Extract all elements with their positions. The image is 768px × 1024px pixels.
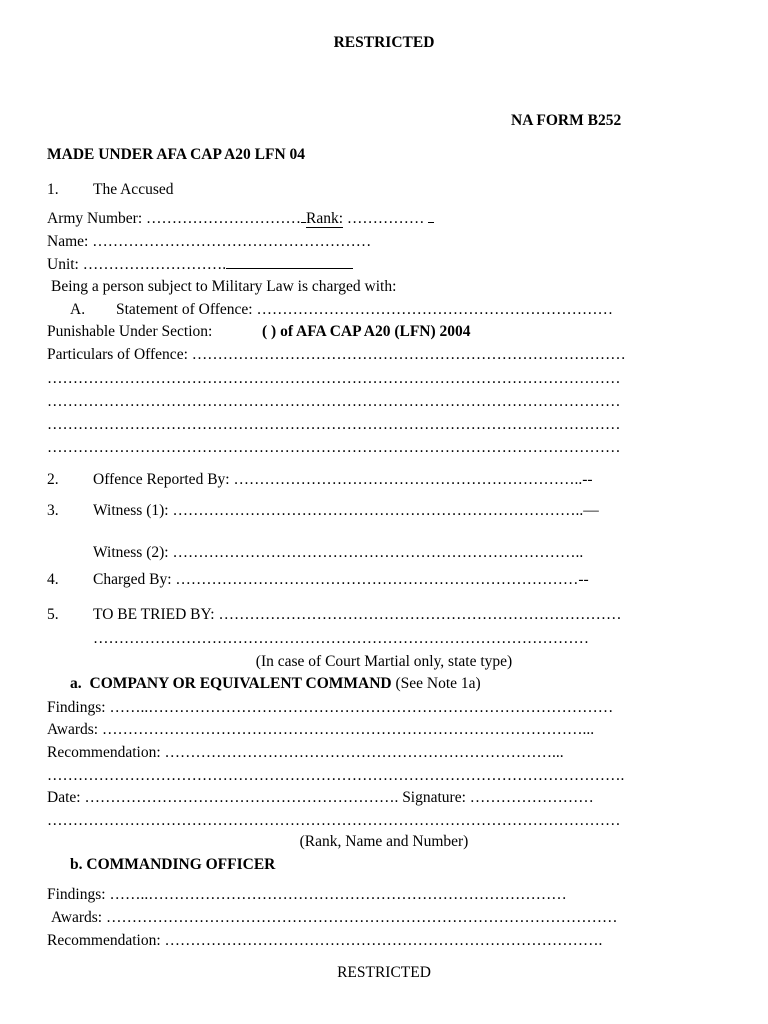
witness-2-field[interactable]: Witness (2): …………………………………………………………………….. (93, 544, 584, 561)
witness-1-field: Witness (1): ……………………………………………………………………..— (93, 502, 599, 519)
section-3-number: 3. (47, 502, 59, 519)
section-b-letter: b (70, 856, 79, 873)
army-number-field[interactable] (47, 210, 434, 228)
punishable-value: ( ) of AFA CAP A20 (LFN) 2004 (262, 323, 471, 340)
section-1-title: The Accused (93, 181, 174, 198)
punishable-label: Punishable Under Section: (47, 323, 213, 340)
co-recommendation-field[interactable]: Recommendation: …………………………………………………………………………. (47, 932, 603, 949)
company-recommendation-line[interactable]: …………………………………………………………………………………………………. (47, 767, 625, 784)
company-findings-field[interactable]: Findings: ……..……………………………………………………………………………… (47, 699, 614, 716)
particulars-line[interactable]: ………………………………………………………………………………………………… (47, 370, 621, 387)
statement-letter: A. (70, 301, 86, 318)
section-a-heading (70, 675, 481, 693)
section-1-number: 1. (47, 181, 59, 198)
section-b-heading (70, 856, 275, 874)
section-4-number: 4. (47, 571, 59, 588)
army-number-label: Army Number: ………………………… (47, 210, 302, 227)
section-a-title: COMPANY OR EQUIVALENT COMMAND (89, 675, 392, 692)
company-awards-field[interactable]: Awards: …………………………………………………………………………………... (47, 721, 595, 738)
name-field[interactable]: Name: ……………………………………………… (47, 233, 372, 250)
particulars-line[interactable]: ………………………………………………………………………………………………… (47, 439, 621, 456)
particulars-line[interactable]: ………………………………………………………………………………………………… (47, 416, 621, 433)
rank-underline (428, 210, 434, 223)
unit-underline (226, 256, 353, 269)
co-awards-field[interactable]: Awards: ……………………………………………………………………………………… (51, 909, 618, 926)
rank-dots: …………… (346, 210, 425, 227)
to-be-tried-line[interactable]: …………………………………………………………………………………… (93, 630, 589, 647)
section-a-note: (See Note 1a) (395, 675, 481, 692)
section-b-title: . COMMANDING OFFICER (78, 856, 276, 873)
rank-name-number-note: (Rank, Name and Number) (299, 833, 469, 850)
particulars-field[interactable]: Particulars of Offence: ………………………………………………………………………… (47, 346, 626, 363)
made-under-heading: MADE UNDER AFA CAP A20 LFN 04 (47, 146, 306, 163)
statement-of-offence-field: Statement of Offence: …………………………………………………………… (116, 301, 613, 318)
charged-by-field: Charged By: ……………………………………………………………………-- (93, 571, 589, 588)
rank-label: Rank: (306, 210, 344, 227)
unit-label: Unit: ………………………. (47, 256, 227, 273)
company-recommendation-field[interactable]: Recommendation: …………………………………………………………………... (47, 744, 564, 761)
section-2-number: 2. (47, 471, 59, 488)
classification-footer: RESTRICTED (337, 964, 431, 981)
unit-field[interactable] (47, 256, 353, 274)
form-number: NA FORM B252 (511, 112, 622, 129)
court-martial-note: (In case of Court Martial only, state type) (255, 653, 513, 670)
section-a-letter: a. (70, 675, 82, 692)
section-5-number: 5. (47, 606, 59, 623)
company-signatory-line[interactable]: ………………………………………………………………………………………………… (47, 812, 621, 829)
offence-reported-by-field: Offence Reported By: …………………………………………………………..-- (93, 471, 593, 488)
charged-with-text: Being a person subject to Military Law is charged with: (51, 278, 397, 295)
to-be-tried-by-field: TO BE TRIED BY: …………………………………………………………………… (93, 606, 622, 623)
classification-header: RESTRICTED (333, 34, 435, 51)
particulars-line[interactable]: ………………………………………………………………………………………………… (47, 393, 621, 410)
co-findings-field[interactable]: Findings: ……..……………………………………………………………………… (47, 886, 567, 903)
company-date-signature-field[interactable]: Date: ……………………………………………………. Signature: …………………… (47, 789, 594, 806)
